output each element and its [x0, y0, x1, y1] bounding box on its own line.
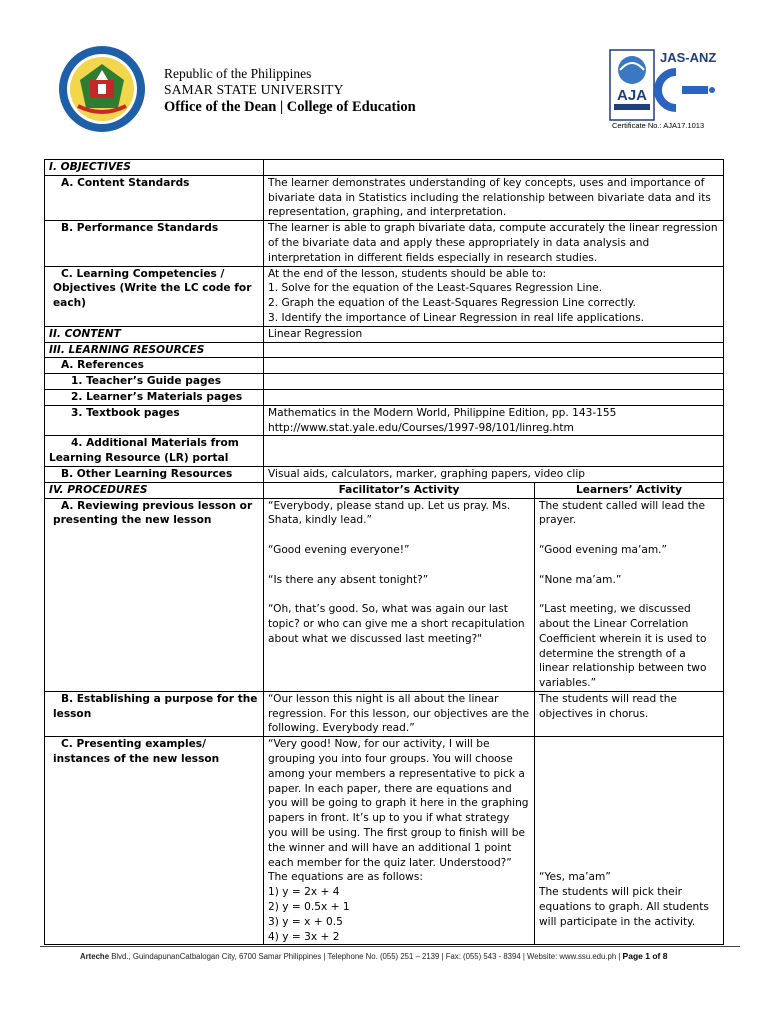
facilitator-column-header: Facilitator’s Activity	[264, 482, 535, 498]
footer-address: Arteche Blvd., GuindapunanCatbalogan City, 6700 Samar Philippines | Telephone No. (055) 251 – 2139 | Fax: (055) 543 - 8394 | Website: www.ssu.edu.ph | Page 1 of 8	[80, 951, 668, 961]
row-label: B. Establishing a purpose for the lesson	[45, 691, 264, 736]
table-row	[45, 389, 724, 405]
facilitator-cell: “Everybody, please stand up. Let us pray. Ms. Shata, kindly lead.” “Good evening everyone!” “Is there any absent tonight?” “Oh, that’s good. So, what was again our last topic? or who can give me a short recapitulation about what we discussed last meeting?"	[264, 498, 535, 691]
learners-column-header: Learners’ Activity	[535, 482, 724, 498]
row-label: C. Learning Competencies / Objectives (Write the LC code for each)	[45, 266, 264, 326]
certificate-number: Certificate No.: AJA17.1013	[612, 121, 705, 130]
table-row	[45, 175, 724, 220]
university-name: SAMAR STATE UNIVERSITY	[164, 82, 344, 97]
section-heading: III. LEARNING RESOURCES	[45, 342, 264, 358]
row-label: 1. Teacher’s Guide pages	[45, 374, 264, 390]
lesson-plan-table	[44, 159, 724, 945]
table-row	[45, 160, 724, 176]
row-label: B. Other Learning Resources	[45, 466, 264, 482]
document-header	[0, 0, 768, 150]
table-row	[45, 498, 724, 691]
table-row	[45, 466, 724, 482]
page-number: Page 1 of 8	[622, 951, 668, 961]
row-label: A. Content Standards	[45, 175, 264, 220]
header-text	[164, 66, 416, 116]
svg-text:AJA: AJA	[616, 87, 648, 104]
table-row	[45, 482, 724, 498]
section-heading: I. OBJECTIVES	[45, 160, 264, 176]
row-label: 3. Textbook pages	[45, 405, 264, 436]
facilitator-cell: “Very good! Now, for our activity, I will be grouping you into four groups. You will choose among your members a representative to pick a paper. In each paper, there are equations and you will be going to graph it here in the graphing papers in front. It’s up to you if what strategy you will be using. The first group to finish will be the winner and will have an additional 1 point each member for the quiz later. Understood?” The equations are as follows: 1) y = 2x + 4 2) y = 0.5x + 1 3) y = x + 0.5 4) y = 3x + 2	[264, 737, 535, 945]
section-heading: IV. PROCEDURES	[45, 482, 264, 498]
row-value: Mathematics in the Modern World, Philippine Edition, pp. 143-155 http://www.stat.yale.edu/Courses/1997-98/101/linreg.htm	[264, 405, 724, 436]
table-row	[45, 358, 724, 374]
row-value: Visual aids, calculators, marker, graphing papers, video clip	[264, 466, 724, 482]
row-label: 2. Learner’s Materials pages	[45, 389, 264, 405]
facilitator-cell: “Our lesson this night is all about the linear regression. For this lesson, our objectives are the following. Everybody read.”	[264, 691, 535, 736]
table-row	[45, 374, 724, 390]
table-row	[45, 221, 724, 266]
learners-cell: “Yes, ma’am” The students will pick their equations to graph. All students will participate in the activity.	[535, 737, 724, 945]
row-label: 4. Additional Materials from Learning Resource (LR) portal	[45, 436, 264, 467]
row-label: A. References	[45, 358, 264, 374]
svg-text:JAS-ANZ: JAS-ANZ	[660, 50, 717, 65]
learners-cell: The student called will lead the prayer. “Good evening ma’am.” “None ma’am.” “Last meeting, we discussed about the Linear Correlation Coefficient wherein it is used to determine the strength of a linear relationship between two variables.”	[535, 498, 724, 691]
office-line: Office of the Dean | College of Education	[164, 99, 416, 115]
learners-cell: The students will read the objectives in chorus.	[535, 691, 724, 736]
row-label: B. Performance Standards	[45, 221, 264, 266]
table-row	[45, 436, 724, 467]
row-label: A. Reviewing previous lesson or presenting the new lesson	[45, 498, 264, 691]
row-label: C. Presenting examples/ instances of the new lesson	[45, 737, 264, 945]
republic-line: Republic of the Philippines	[164, 66, 312, 81]
certification-badge	[608, 48, 728, 132]
university-seal-logo	[52, 44, 152, 134]
section-heading: II. CONTENT	[45, 326, 264, 342]
row-value: Linear Regression	[264, 326, 724, 342]
table-row	[45, 326, 724, 342]
table-row	[45, 266, 724, 326]
table-row	[45, 737, 724, 945]
row-value: The learner demonstrates understanding of key concepts, uses and importance of bivariate data in Statistics including the relationship between bivariate data and its representation, graphing, and interpretation.	[264, 175, 724, 220]
row-value: At the end of the lesson, students should be able to: 1. Solve for the equation of the Least-Squares Regression Line. 2. Graph the equation of the Least-Squares Regression Line correctly. 3. Identify the importance of Linear Regression in real life applications.	[264, 266, 724, 326]
table-row	[45, 691, 724, 736]
footer-divider	[40, 946, 740, 947]
row-value: The learner is able to graph bivariate data, compute accurately the linear regression of the bivariate data and apply these appropriately in data analysis and interpretation in different fields especially in research studies.	[264, 221, 724, 266]
table-row	[45, 342, 724, 358]
table-row	[45, 405, 724, 436]
